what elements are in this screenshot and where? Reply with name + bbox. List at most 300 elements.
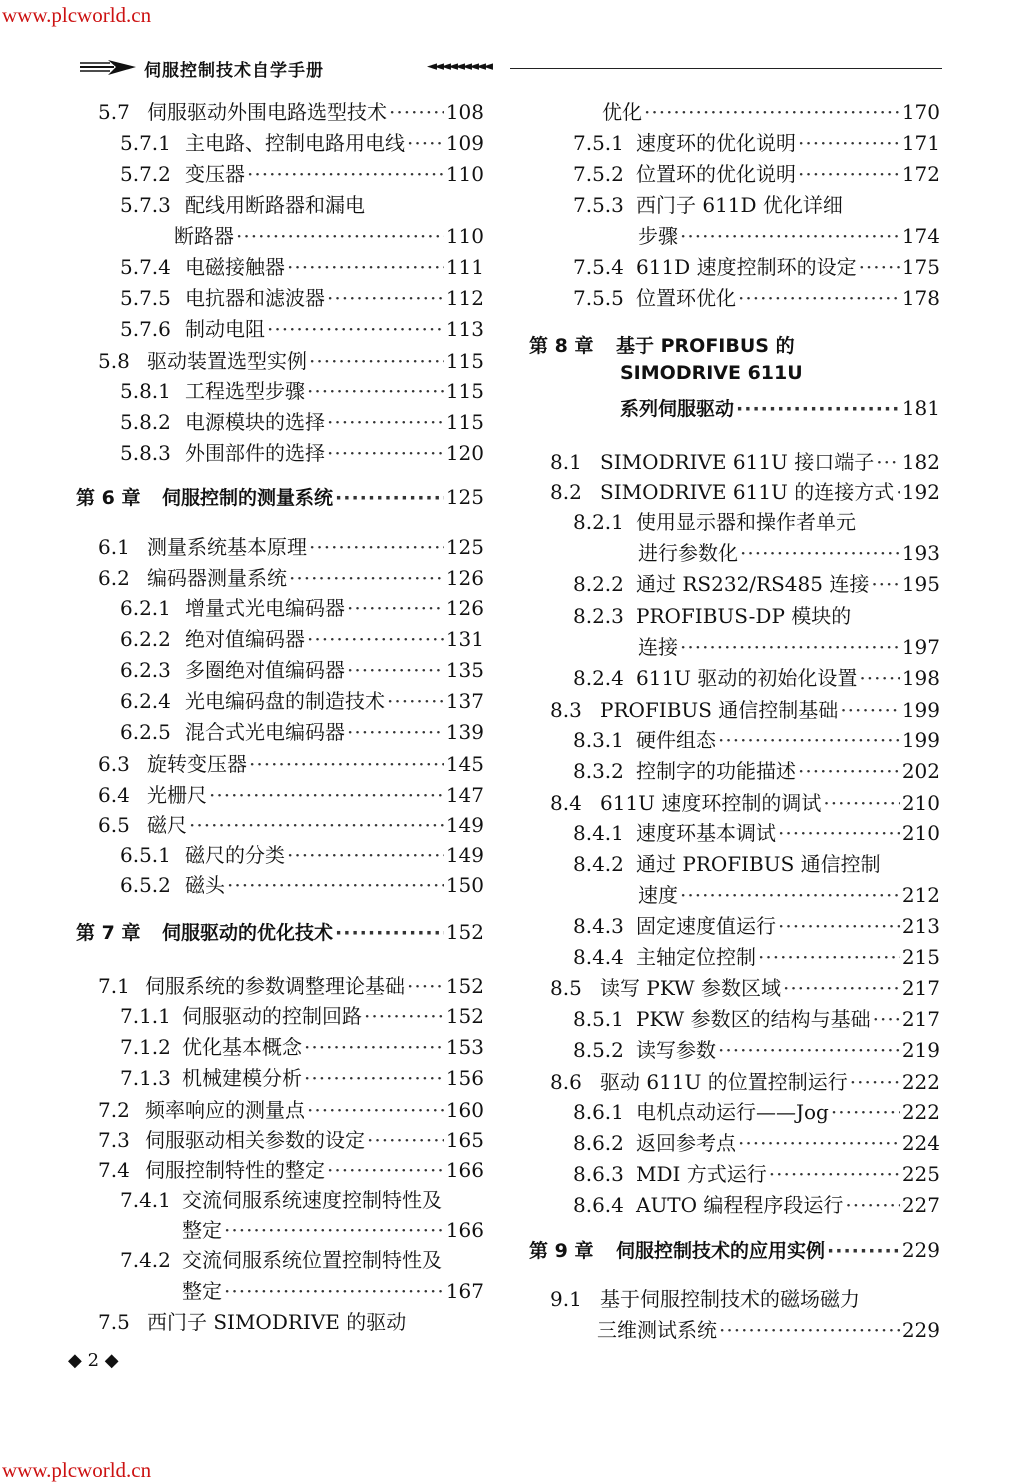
toc-leader-dots	[335, 487, 444, 509]
toc-entry	[550, 787, 940, 815]
toc-title: 伺服驱动外围电路选型技术	[147, 100, 387, 124]
toc-number: 7.2	[98, 1098, 130, 1122]
toc-leader-dots	[738, 1131, 900, 1155]
toc-leader-dots	[859, 255, 900, 279]
toc-title: 使用显示器和操作者单元	[636, 510, 856, 534]
toc-leader-dots	[718, 728, 900, 752]
toc-title: 光电编码盘的制造技术	[185, 689, 385, 713]
toc-number: 5.8.2	[120, 410, 171, 434]
toc-title: 电抗器和滤波器	[185, 286, 325, 310]
toc-entry	[120, 685, 484, 713]
toc-leader-dots	[335, 922, 444, 944]
toc-entry	[98, 562, 484, 590]
toc-entry	[98, 1154, 484, 1182]
toc-page-number: 113	[445, 317, 484, 341]
toc-page-number: 217	[901, 976, 940, 1000]
toc-entry	[98, 1306, 484, 1334]
toc-number: 5.7.6	[120, 317, 171, 341]
toc-entry	[120, 839, 484, 867]
toc-leader-dots	[758, 945, 900, 969]
toc-title: 读写参数	[636, 1038, 716, 1062]
toc-page-number: 178	[901, 286, 940, 310]
toc-title: 通过 RS232/RS485 连接	[636, 572, 870, 596]
toc-entry	[573, 189, 940, 217]
toc-page-number: 227	[901, 1193, 940, 1217]
toc-number: 6.5.1	[120, 843, 171, 867]
toc-number: 6.2.1	[120, 596, 171, 620]
toc-page-number: 126	[445, 566, 484, 590]
toc-page-number: 152	[445, 920, 484, 944]
toc-title: 外围部件的选择	[185, 441, 325, 465]
toc-page-number: 219	[901, 1038, 940, 1062]
toc-leader-dots	[845, 1193, 899, 1217]
toc-number: 8.6.3	[573, 1162, 624, 1186]
toc-entry	[120, 1000, 484, 1028]
toc-page-number: 110	[445, 162, 484, 186]
toc-page-number: 197	[901, 635, 940, 659]
toc-leader-dots	[364, 1004, 444, 1028]
toc-page-number: 110	[445, 224, 484, 248]
toc-title: 整定	[182, 1279, 222, 1303]
toc-number: 5.7.4	[120, 255, 171, 279]
toc-number: 8.2.3	[573, 604, 624, 628]
toc-title: SIMODRIVE 611U 的连接方式	[600, 480, 895, 504]
toc-entry	[120, 158, 484, 186]
toc-entry	[638, 879, 940, 907]
toc-page-number: 125	[445, 485, 484, 509]
toc-leader-dots	[407, 131, 444, 155]
toc-page-number: 125	[445, 535, 484, 559]
toc-title: 伺服系统的参数调整理论基础	[145, 974, 405, 998]
toc-entry	[120, 869, 484, 897]
toc-number: 8.3	[550, 698, 582, 722]
toc-number: 6.2	[98, 566, 130, 590]
toc-number: 7.5	[98, 1310, 130, 1334]
toc-leader-dots	[680, 224, 900, 248]
toc-title: 三维测试系统	[597, 1318, 717, 1342]
watermark-top: www.plcworld.cn	[2, 3, 152, 27]
toc-number: 7.4.2	[120, 1248, 171, 1272]
toc-leader-dots	[224, 1218, 444, 1242]
toc-page-number: 210	[901, 821, 940, 845]
toc-entry	[550, 446, 940, 474]
toc-entry	[120, 716, 484, 744]
toc-title: 611U 驱动的初始化设置	[636, 666, 858, 690]
toc-number: 6.3	[98, 752, 130, 776]
toc-number: 8.2	[550, 480, 582, 504]
toc-entry	[638, 537, 940, 565]
toc-leader-dots	[850, 1070, 900, 1094]
toc-title: 西门子 SIMODRIVE 的驱动	[147, 1310, 407, 1334]
toc-number: 5.7.1	[120, 131, 171, 155]
toc-entry	[120, 437, 484, 465]
toc-title: 机械建模分析	[182, 1066, 302, 1090]
toc-entry	[550, 694, 940, 722]
toc-number: 6.1	[98, 535, 130, 559]
toc-number: 7.4.1	[120, 1188, 171, 1212]
toc-number: 7.1.2	[120, 1035, 171, 1059]
toc-chapter-entry	[76, 483, 484, 511]
toc-entry	[120, 375, 484, 403]
toc-entry	[573, 910, 940, 938]
toc-page-number: 166	[445, 1158, 484, 1182]
page-number: ◆ 2 ◆	[68, 1350, 119, 1371]
toc-number: 7.4	[98, 1158, 130, 1182]
toc-leader-dots	[680, 635, 900, 659]
toc-title: 通过 PROFIBUS 通信控制	[636, 852, 881, 876]
toc-leader-dots	[209, 783, 444, 807]
toc-number: 7.5.4	[573, 255, 624, 279]
toc-page-number: 174	[901, 224, 940, 248]
toc-entry	[120, 1031, 484, 1059]
toc-title: 硬件组态	[636, 728, 716, 752]
toc-number: 7.5.3	[573, 193, 624, 217]
toc-title: 主轴定位控制	[636, 945, 756, 969]
toc-title: 系列伺服驱动	[620, 398, 735, 420]
toc-title: 旋转变压器	[147, 752, 247, 776]
toc-page-number: 212	[901, 883, 940, 907]
toc-entry	[573, 600, 940, 628]
toc-entry	[573, 282, 940, 310]
toc-entry	[573, 1034, 940, 1062]
toc-entry	[550, 1066, 940, 1094]
speed-arrow-icon	[80, 59, 138, 81]
toc-page-number: 153	[445, 1035, 484, 1059]
toc-leader-dots	[327, 1158, 444, 1182]
toc-number: 5.7	[98, 100, 130, 124]
toc-page-number: 109	[445, 131, 484, 155]
toc-title: 主电路、控制电路用电线	[185, 131, 405, 155]
toc-title: 控制字的功能描述	[636, 759, 796, 783]
toc-entry	[98, 531, 484, 559]
toc-leader-dots	[304, 1066, 444, 1090]
toc-number: 第 7 章	[76, 922, 141, 944]
toc-title: 增量式光电编码器	[185, 596, 345, 620]
toc-leader-dots	[367, 1128, 444, 1152]
toc-leader-dots	[718, 1038, 900, 1062]
toc-entry	[120, 282, 484, 310]
toc-entry	[573, 127, 940, 155]
toc-chapter-entry	[529, 1236, 940, 1264]
toc-page-number: 229	[901, 1318, 940, 1342]
toc-entry	[573, 848, 940, 876]
toc-page-number: 166	[445, 1218, 484, 1242]
toc-title: 工程选型步骤	[185, 379, 305, 403]
toc-number: 8.6.4	[573, 1193, 624, 1217]
toc-entry	[550, 1283, 940, 1311]
toc-entry	[182, 1275, 484, 1303]
toc-page-number: 192	[901, 480, 940, 504]
toc-leader-dots	[287, 843, 444, 867]
toc-number: 7.5.2	[573, 162, 624, 186]
toc-leader-dots	[823, 791, 899, 815]
header-rule	[510, 68, 942, 69]
toc-number: 9.1	[550, 1287, 582, 1311]
toc-entry	[120, 592, 484, 620]
toc-page-number: 135	[445, 658, 484, 682]
toc-number: 7.3	[98, 1128, 130, 1152]
toc-leader-dots	[827, 1240, 900, 1262]
toc-page-number: 170	[901, 100, 940, 124]
toc-entry	[120, 313, 484, 341]
toc-title: 光栅尺	[147, 783, 207, 807]
toc-number: 7.1.3	[120, 1066, 171, 1090]
toc-leader-dots	[719, 1318, 900, 1342]
toc-entry	[638, 631, 940, 659]
toc-number: 6.4	[98, 783, 130, 807]
toc-title: SIMODRIVE 611U	[620, 362, 803, 384]
toc-title: 伺服驱动的控制回路	[182, 1004, 362, 1028]
toc-entry	[98, 748, 484, 776]
toc-number: 8.1	[550, 450, 582, 474]
toc-page-number: 111	[445, 255, 484, 279]
toc-leader-dots	[740, 541, 900, 565]
toc-leader-dots	[896, 480, 900, 504]
toc-leader-dots	[227, 873, 444, 897]
toc-entry	[98, 1094, 484, 1122]
toc-title: 位置环的优化说明	[636, 162, 796, 186]
toc-leader-dots	[798, 162, 900, 186]
toc-title: 速度环基本调试	[636, 821, 776, 845]
toc-title: 步骤	[638, 224, 678, 248]
arrow-ornament: ◄◄◄◄◄◄◄◄◄	[427, 59, 490, 74]
toc-number: 6.2.3	[120, 658, 171, 682]
toc-page-number: 181	[901, 396, 940, 420]
toc-title: 优化基本概念	[182, 1035, 302, 1059]
toc-page-number: 199	[901, 728, 940, 752]
toc-page-number: 115	[445, 410, 484, 434]
toc-page-number: 210	[901, 791, 940, 815]
toc-title: 连接	[638, 635, 678, 659]
toc-leader-dots	[840, 698, 900, 722]
toc-number: 第 6 章	[76, 487, 141, 509]
toc-title: 返回参考点	[636, 1131, 736, 1155]
toc-number: 5.8.1	[120, 379, 171, 403]
toc-number: 5.7.2	[120, 162, 171, 186]
toc-page-number: 213	[901, 914, 940, 938]
toc-title: 绝对值编码器	[185, 627, 305, 651]
toc-chapter-entry	[620, 362, 940, 390]
toc-page-number: 150	[445, 873, 484, 897]
toc-title: AUTO 编程程序段运行	[636, 1193, 844, 1217]
toc-page-number: 147	[445, 783, 484, 807]
toc-entry	[573, 1127, 940, 1155]
toc-entry	[602, 96, 940, 124]
toc-number: 5.7.3	[120, 193, 171, 217]
toc-page-number: 131	[445, 627, 484, 651]
toc-leader-dots	[389, 100, 444, 124]
toc-number: 8.5.1	[573, 1007, 624, 1031]
toc-title: PROFIBUS-DP 模块的	[636, 604, 852, 628]
toc-page-number: 112	[445, 286, 484, 310]
toc-chapter-entry	[620, 394, 940, 422]
toc-title: 611D 速度控制环的设定	[636, 255, 857, 279]
toc-entry	[573, 817, 940, 845]
toc-title: 驱动装置选型实例	[147, 349, 307, 373]
toc-entry	[120, 1184, 484, 1212]
toc-number: 8.6.1	[573, 1100, 624, 1124]
toc-page-number: 139	[445, 720, 484, 744]
running-header	[80, 56, 942, 82]
toc-page-number: 182	[901, 450, 940, 474]
toc-title: 磁尺	[147, 813, 187, 837]
toc-title: 优化	[602, 100, 642, 124]
toc-entry	[174, 220, 484, 248]
toc-title: 基于 PROFIBUS 的	[616, 335, 795, 357]
book-title: 伺服控制技术自学手册	[144, 61, 324, 81]
toc-entry	[573, 158, 940, 186]
toc-title: 测量系统基本原理	[147, 535, 307, 559]
toc-entry	[550, 476, 940, 504]
toc-number: 7.1	[98, 974, 130, 998]
toc-title: 伺服控制的测量系统	[162, 487, 334, 509]
toc-leader-dots	[247, 162, 444, 186]
toc-page-number: 167	[445, 1279, 484, 1303]
toc-number: 7.5.5	[573, 286, 624, 310]
toc-page-number: 198	[901, 666, 940, 690]
toc-page-number: 202	[901, 759, 940, 783]
toc-entry	[573, 251, 940, 279]
toc-leader-dots	[738, 286, 900, 310]
toc-title: PKW 参数区的结构与基础	[636, 1007, 871, 1031]
toc-page-number: 149	[445, 813, 484, 837]
toc-title: 速度环的优化说明	[636, 131, 796, 155]
toc-page-number: 137	[445, 689, 484, 713]
toc-entry	[120, 623, 484, 651]
toc-page-number: 160	[445, 1098, 484, 1122]
toc-leader-dots	[778, 914, 900, 938]
toc-entry	[573, 724, 940, 752]
toc-entry	[182, 1214, 484, 1242]
toc-title: 电源模块的选择	[185, 410, 325, 434]
toc-entry	[98, 1124, 484, 1152]
toc-entry	[573, 1189, 940, 1217]
toc-leader-dots	[783, 976, 900, 1000]
toc-leader-dots	[307, 627, 444, 651]
toc-chapter-entry	[76, 918, 484, 946]
toc-title: 伺服控制特性的整定	[145, 1158, 325, 1182]
toc-title: 制动电阻	[185, 317, 265, 341]
toc-title: 频率响应的测量点	[145, 1098, 305, 1122]
toc-leader-dots	[249, 752, 444, 776]
toc-number: 8.2.4	[573, 666, 624, 690]
toc-number: 6.5	[98, 813, 130, 837]
toc-page-number: 225	[901, 1162, 940, 1186]
toc-entry	[573, 1096, 940, 1124]
toc-entry	[120, 127, 484, 155]
toc-entry	[120, 406, 484, 434]
toc-title: MDI 方式运行	[636, 1162, 767, 1186]
toc-leader-dots	[307, 1098, 444, 1122]
toc-page-number: 149	[445, 843, 484, 867]
toc-title: 伺服驱动的优化技术	[162, 922, 334, 944]
toc-title: 磁尺的分类	[185, 843, 285, 867]
toc-leader-dots	[876, 450, 900, 474]
toc-number: 8.4.4	[573, 945, 624, 969]
toc-leader-dots	[736, 398, 900, 420]
toc-entry	[120, 1244, 484, 1272]
toc-page-number: 217	[901, 1007, 940, 1031]
toc-leader-dots	[873, 1007, 900, 1031]
toc-page-number: 145	[445, 752, 484, 776]
toc-number: 6.2.5	[120, 720, 171, 744]
toc-page-number: 175	[901, 255, 940, 279]
toc-leader-dots	[680, 883, 900, 907]
toc-entry	[573, 568, 940, 596]
toc-leader-dots	[309, 535, 444, 559]
toc-page-number: 222	[901, 1070, 940, 1094]
toc-entry	[120, 1062, 484, 1090]
toc-page-number: 215	[901, 945, 940, 969]
page-number-value: 2	[87, 1350, 100, 1371]
toc-entry	[573, 755, 940, 783]
toc-number: 6.2.2	[120, 627, 171, 651]
toc-page-number: 108	[445, 100, 484, 124]
toc-title: 基于伺服控制技术的磁场磁力	[600, 1287, 860, 1311]
toc-leader-dots	[327, 410, 444, 434]
toc-leader-dots	[769, 1162, 900, 1186]
toc-leader-dots	[304, 1035, 444, 1059]
toc-title: 进行参数化	[638, 541, 738, 565]
toc-leader-dots	[407, 974, 444, 998]
toc-number: 5.8	[98, 349, 130, 373]
toc-leader-dots	[644, 100, 900, 124]
toc-title: 多圈绝对值编码器	[185, 658, 345, 682]
toc-leader-dots	[236, 224, 444, 248]
watermark-bottom: www.plcworld.cn	[2, 1458, 152, 1482]
toc-leader-dots	[778, 821, 900, 845]
toc-entry	[98, 345, 484, 373]
toc-title: 交流伺服系统位置控制特性及	[182, 1248, 442, 1272]
toc-number: 8.5	[550, 976, 582, 1000]
toc-number: 8.3.1	[573, 728, 624, 752]
toc-leader-dots	[189, 813, 444, 837]
toc-number: 8.4.1	[573, 821, 624, 845]
toc-number: 8.5.2	[573, 1038, 624, 1062]
toc-entry	[550, 972, 940, 1000]
toc-number: 8.2.2	[573, 572, 624, 596]
toc-title: 固定速度值运行	[636, 914, 776, 938]
toc-leader-dots	[307, 379, 444, 403]
toc-title: 驱动 611U 的位置控制运行	[600, 1070, 848, 1094]
toc-number: 8.2.1	[573, 510, 624, 534]
toc-number: 6.5.2	[120, 873, 171, 897]
toc-number: 8.6.2	[573, 1131, 624, 1155]
toc-number: 7.1.1	[120, 1004, 171, 1028]
toc-leader-dots	[347, 596, 444, 620]
toc-number: 8.6	[550, 1070, 582, 1094]
toc-entry	[638, 220, 940, 248]
toc-title: 交流伺服系统速度控制特性及	[182, 1188, 442, 1212]
toc-leader-dots	[347, 658, 444, 682]
toc-entry	[98, 809, 484, 837]
toc-page-number: 193	[901, 541, 940, 565]
toc-title: 西门子 611D 优化详细	[636, 193, 843, 217]
toc-title: 整定	[182, 1218, 222, 1242]
toc-page-number: 120	[445, 441, 484, 465]
toc-entry	[98, 970, 484, 998]
toc-title: 伺服控制技术的应用实例	[616, 1240, 826, 1262]
toc-number: 第 9 章	[529, 1240, 594, 1262]
toc-number: 8.4	[550, 791, 582, 815]
toc-number: 8.3.2	[573, 759, 624, 783]
toc-number: 8.4.3	[573, 914, 624, 938]
toc-leader-dots	[798, 131, 900, 155]
toc-entry	[573, 662, 940, 690]
toc-leader-dots	[224, 1279, 444, 1303]
toc-leader-dots	[287, 255, 444, 279]
toc-leader-dots	[859, 666, 899, 690]
